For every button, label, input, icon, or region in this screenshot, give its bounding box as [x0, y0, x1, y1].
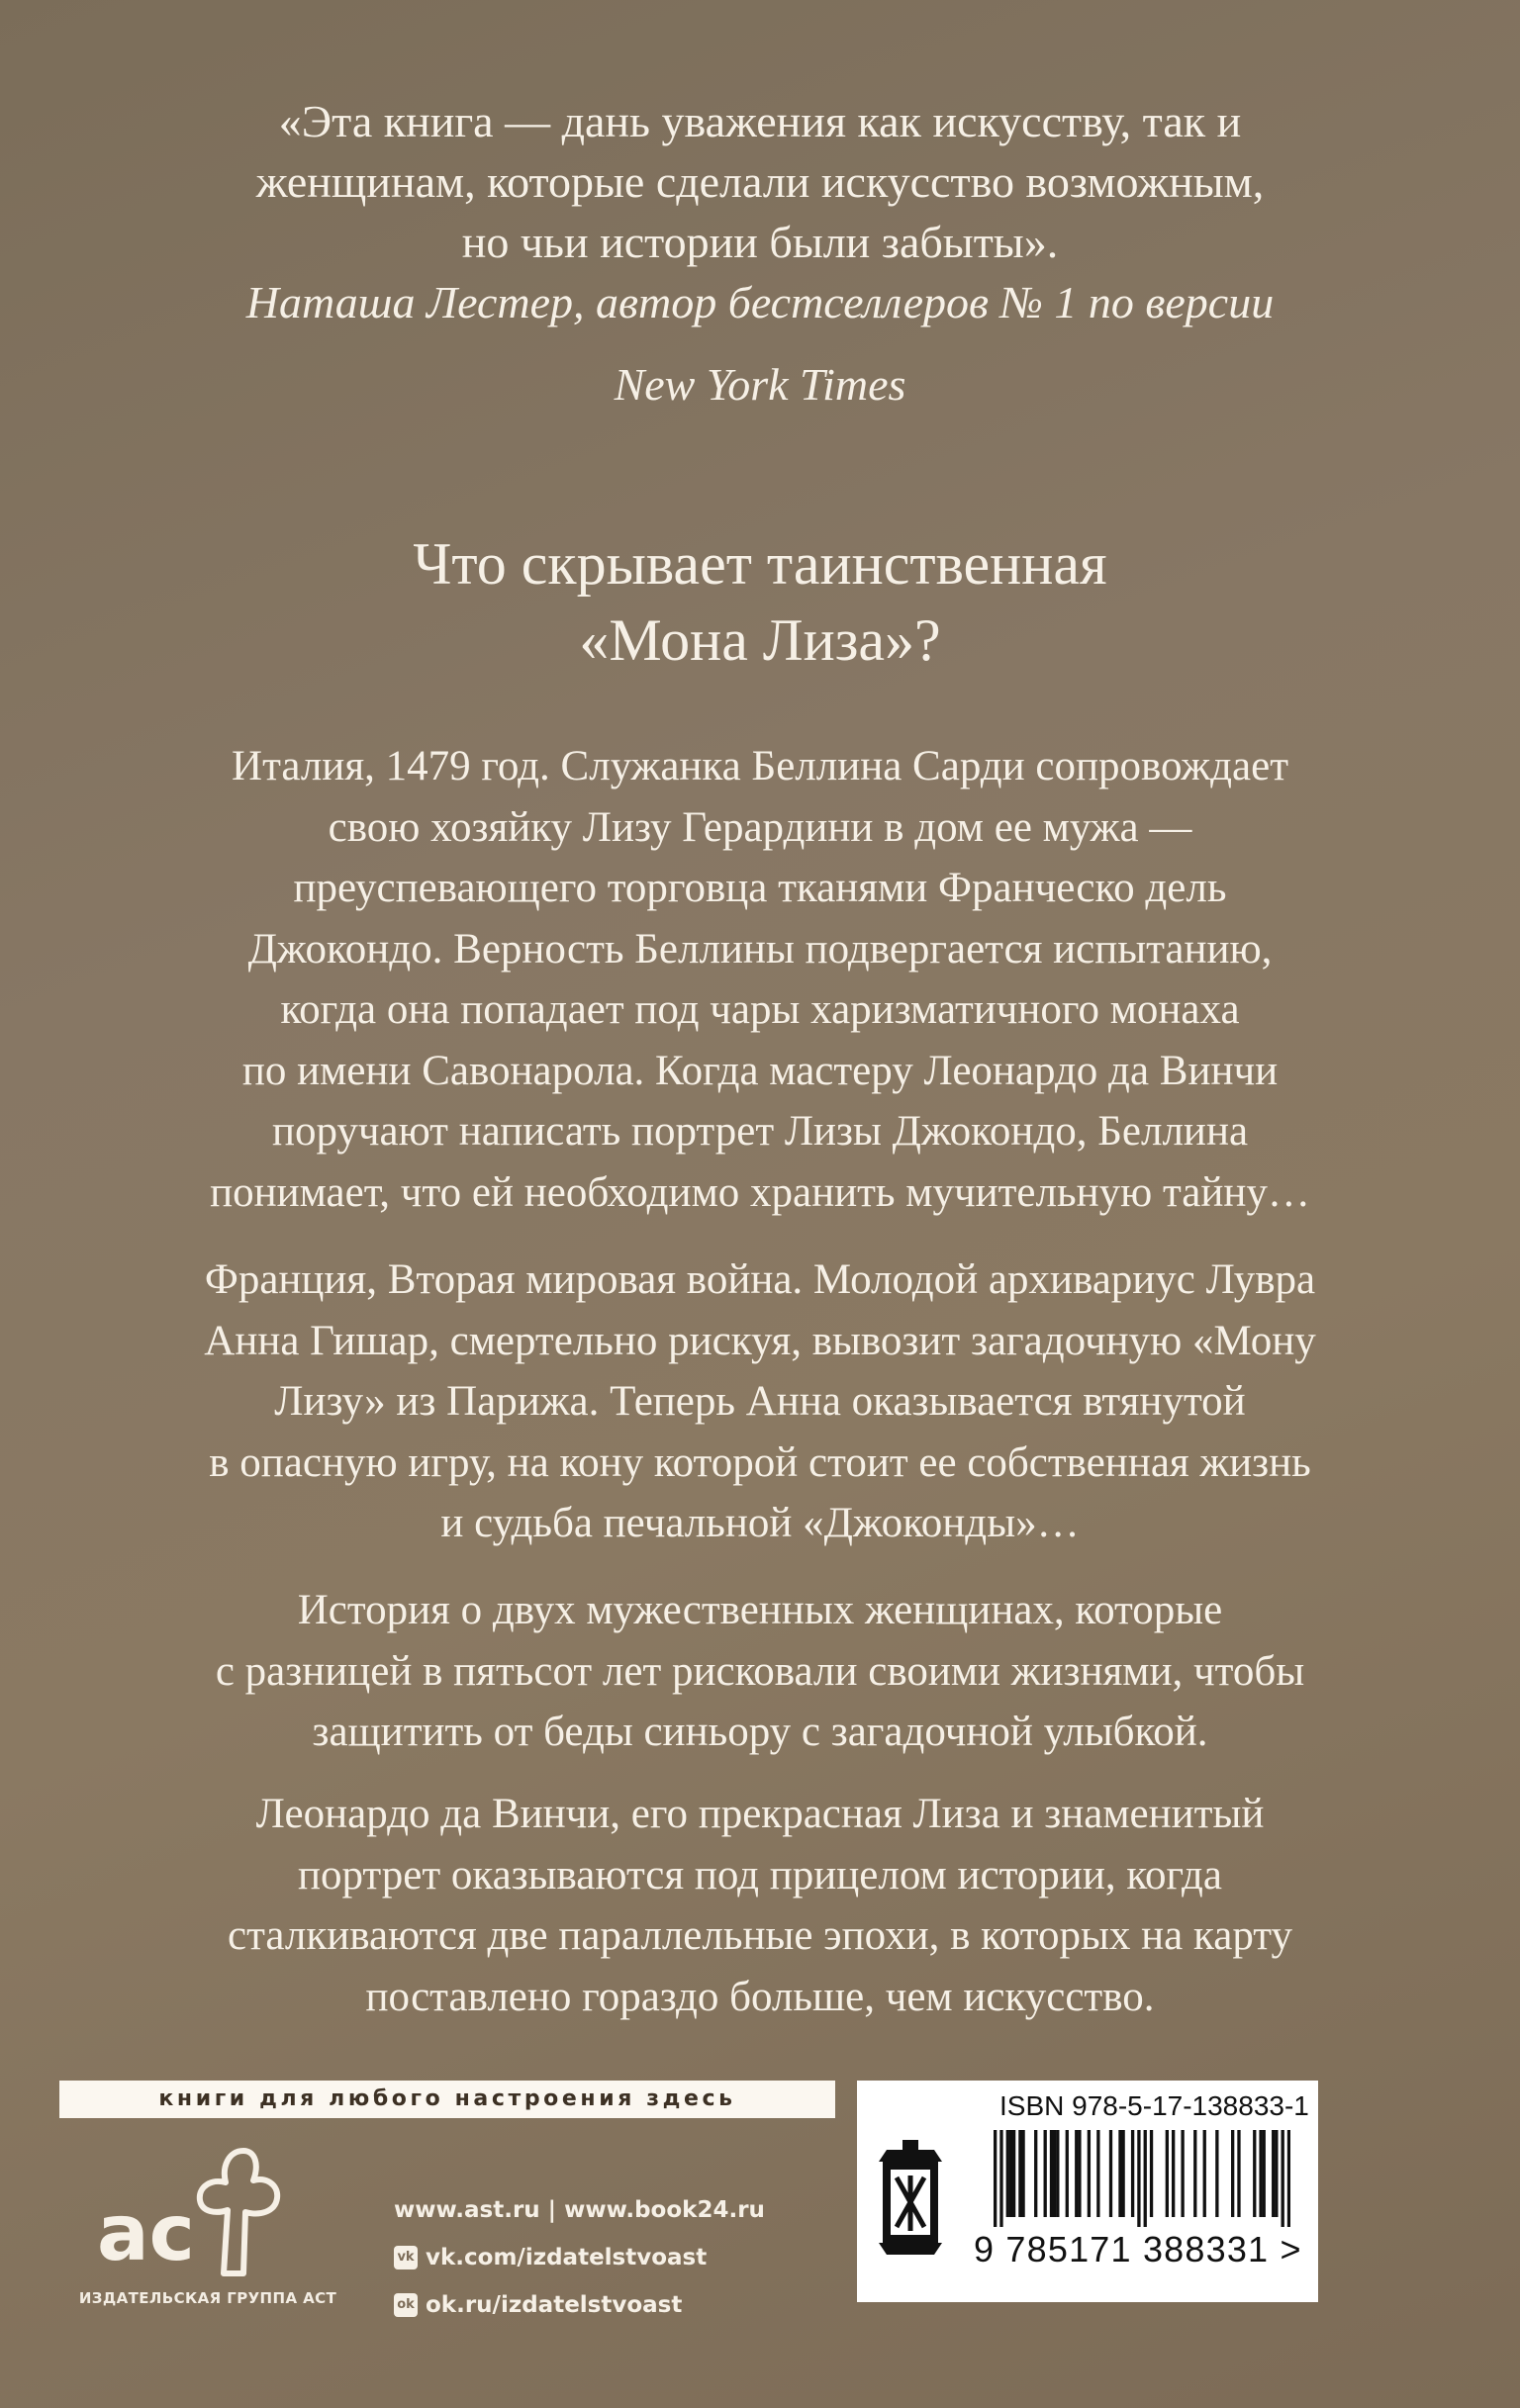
barcode-bar — [1021, 2130, 1024, 2217]
vk-row — [394, 2234, 765, 2281]
ok-icon: ok — [394, 2293, 418, 2317]
quote-attribution: Наташа Лестер, автор бестселлеров № 1 по версии — [245, 277, 1275, 327]
ok-link[interactable]: ok.ru/izdatelstvoast — [426, 2292, 683, 2318]
barcode-bar — [1018, 2130, 1021, 2217]
headline — [0, 526, 1520, 679]
text-line: Лизу» из Парижа. Теперь Анна оказывается втянутой — [274, 1378, 1246, 1425]
barcode-bar — [1150, 2130, 1153, 2217]
barcode-bar — [1144, 2130, 1147, 2227]
quote-line: но чьи истории были забыты». — [461, 217, 1059, 267]
barcode-bar — [1009, 2130, 1012, 2217]
barcode-bar — [1088, 2130, 1091, 2217]
text-line: Анна Гишар, смертельно рискуя, вывозит загадочную «Мону — [204, 1317, 1316, 1364]
barcode-bar — [1075, 2130, 1078, 2217]
websites-row — [394, 2186, 765, 2234]
barcode-bar — [1193, 2130, 1196, 2217]
ast-logo-icon — [95, 2143, 313, 2281]
barcode-bar — [1034, 2130, 1037, 2217]
barcode-bar — [1066, 2130, 1069, 2217]
barcode-bar — [1166, 2130, 1169, 2217]
tagline-banner: книги для любого настроения здесь — [59, 2081, 835, 2118]
barcode-bar — [1131, 2130, 1134, 2217]
barcode — [994, 2130, 1290, 2227]
text-line: по имени Савонарола. Когда мастеру Леонардо да Винчи — [241, 1047, 1279, 1094]
barcode-bar — [1203, 2130, 1206, 2217]
barcode-bar — [1096, 2130, 1099, 2217]
quote-line: женщинам, которые сделали искусство возможным, — [255, 156, 1265, 207]
synopsis-paragraph-2 — [69, 1250, 1451, 1554]
publisher-caption: ИЗДАТЕЛЬСКАЯ ГРУППА АСТ — [78, 2289, 337, 2307]
barcode-bar — [1259, 2130, 1262, 2217]
barcode-bar — [1172, 2130, 1175, 2217]
text-line: в опасную игру, на кону которой стоит ее собственная жизнь — [209, 1438, 1311, 1486]
text-line: поручают написать портрет Лизы Джокондо, Беллина — [271, 1108, 1249, 1155]
text-line: свою хозяйку Лизу Герардини в дом ее мужа — — [328, 803, 1192, 851]
quote-publication: New York Times — [614, 359, 906, 410]
isbn-number: ISBN 978-5-17-138833-1 — [999, 2090, 1309, 2121]
barcode-bar — [1012, 2130, 1015, 2217]
ok-row — [394, 2281, 765, 2329]
text-line: когда она попадает под чары харизматичного монаха — [280, 986, 1240, 1033]
text-line: поставлено гораздо больше, чем искусство. — [365, 1973, 1155, 2020]
barcode-bar — [1050, 2130, 1053, 2217]
barcode-bar — [1053, 2130, 1056, 2217]
barcode-digits: 9 785171 388331 > — [974, 2229, 1302, 2269]
barcode-bar — [1282, 2130, 1284, 2227]
text-line: Италия, 1479 год. Служанка Беллина Сарди сопровождает — [232, 743, 1288, 789]
barcode-bar — [1078, 2130, 1081, 2217]
barcode-bar — [1056, 2130, 1059, 2217]
text-line: Франция, Вторая мировая война. Молодой архивариус Лувра — [204, 1256, 1316, 1303]
text-line: и судьба печальной «Джоконды»… — [440, 1500, 1080, 1546]
barcode-bar — [1263, 2130, 1266, 2217]
barcode-bar — [1121, 2130, 1124, 2217]
barcode-bar — [1006, 2130, 1009, 2217]
barcode-bar — [1118, 2130, 1121, 2217]
text-line: защитить от беды синьору с загадочной улыбкой. — [312, 1709, 1208, 1755]
review-quote — [0, 91, 1520, 415]
vk-link[interactable]: vk.com/izdatelstvoast — [426, 2245, 708, 2270]
quote-line: «Эта книга — дань уважения как искусству, так и — [278, 96, 1242, 146]
barcode-bar — [1109, 2130, 1112, 2217]
barcode-bar — [1215, 2130, 1218, 2217]
barcode-bar — [1287, 2130, 1290, 2227]
barcode-bar — [1044, 2130, 1047, 2217]
text-line: Леонардо да Винчи, его прекрасная Лиза и знаменитый — [255, 1791, 1265, 1837]
isbn-barcode-box — [857, 2081, 1318, 2302]
lantern-icon — [873, 2140, 948, 2259]
headline-line: Что скрывает таинственная — [413, 531, 1107, 597]
barcode-bar — [999, 2130, 1002, 2227]
text-line: сталкиваются две параллельные эпохи, в которых на карту — [228, 1912, 1292, 1959]
barcode-bar — [1272, 2130, 1275, 2217]
synopsis-paragraph-3 — [69, 1580, 1451, 1763]
text-line: Джокондо. Верность Беллины подвергается испытанию, — [247, 925, 1273, 972]
text-line: портрет оказываются под прицелом истории, когда — [297, 1851, 1223, 1899]
synopsis-paragraph-1 — [69, 736, 1451, 1223]
text-line: История о двух мужественных женщинах, которые — [297, 1587, 1223, 1633]
barcode-bar — [994, 2130, 997, 2227]
text-line: преуспевающего торговца тканями Франческо дель — [293, 865, 1227, 911]
barcode-bar — [1137, 2130, 1140, 2227]
barcode-bar — [1231, 2130, 1234, 2217]
vk-icon: vk — [394, 2246, 418, 2269]
websites-link[interactable]: www.ast.ru | www.book24.ru — [394, 2197, 765, 2223]
text-line: понимает, что ей необходимо хранить мучительную тайну… — [210, 1168, 1310, 1216]
barcode-bar — [1237, 2130, 1240, 2217]
barcode-bar — [1275, 2130, 1278, 2217]
barcode-bar — [1181, 2130, 1184, 2217]
synopsis-paragraph-4 — [69, 1784, 1451, 2027]
text-line: с разницей в пятьсот лет рисковали своими жизнями, чтобы — [215, 1647, 1305, 1695]
logo-text: ас — [97, 2189, 195, 2278]
publisher-links — [394, 2186, 765, 2329]
barcode-bar — [1253, 2130, 1256, 2217]
headline-line: «Мона Лиза»? — [579, 607, 941, 673]
